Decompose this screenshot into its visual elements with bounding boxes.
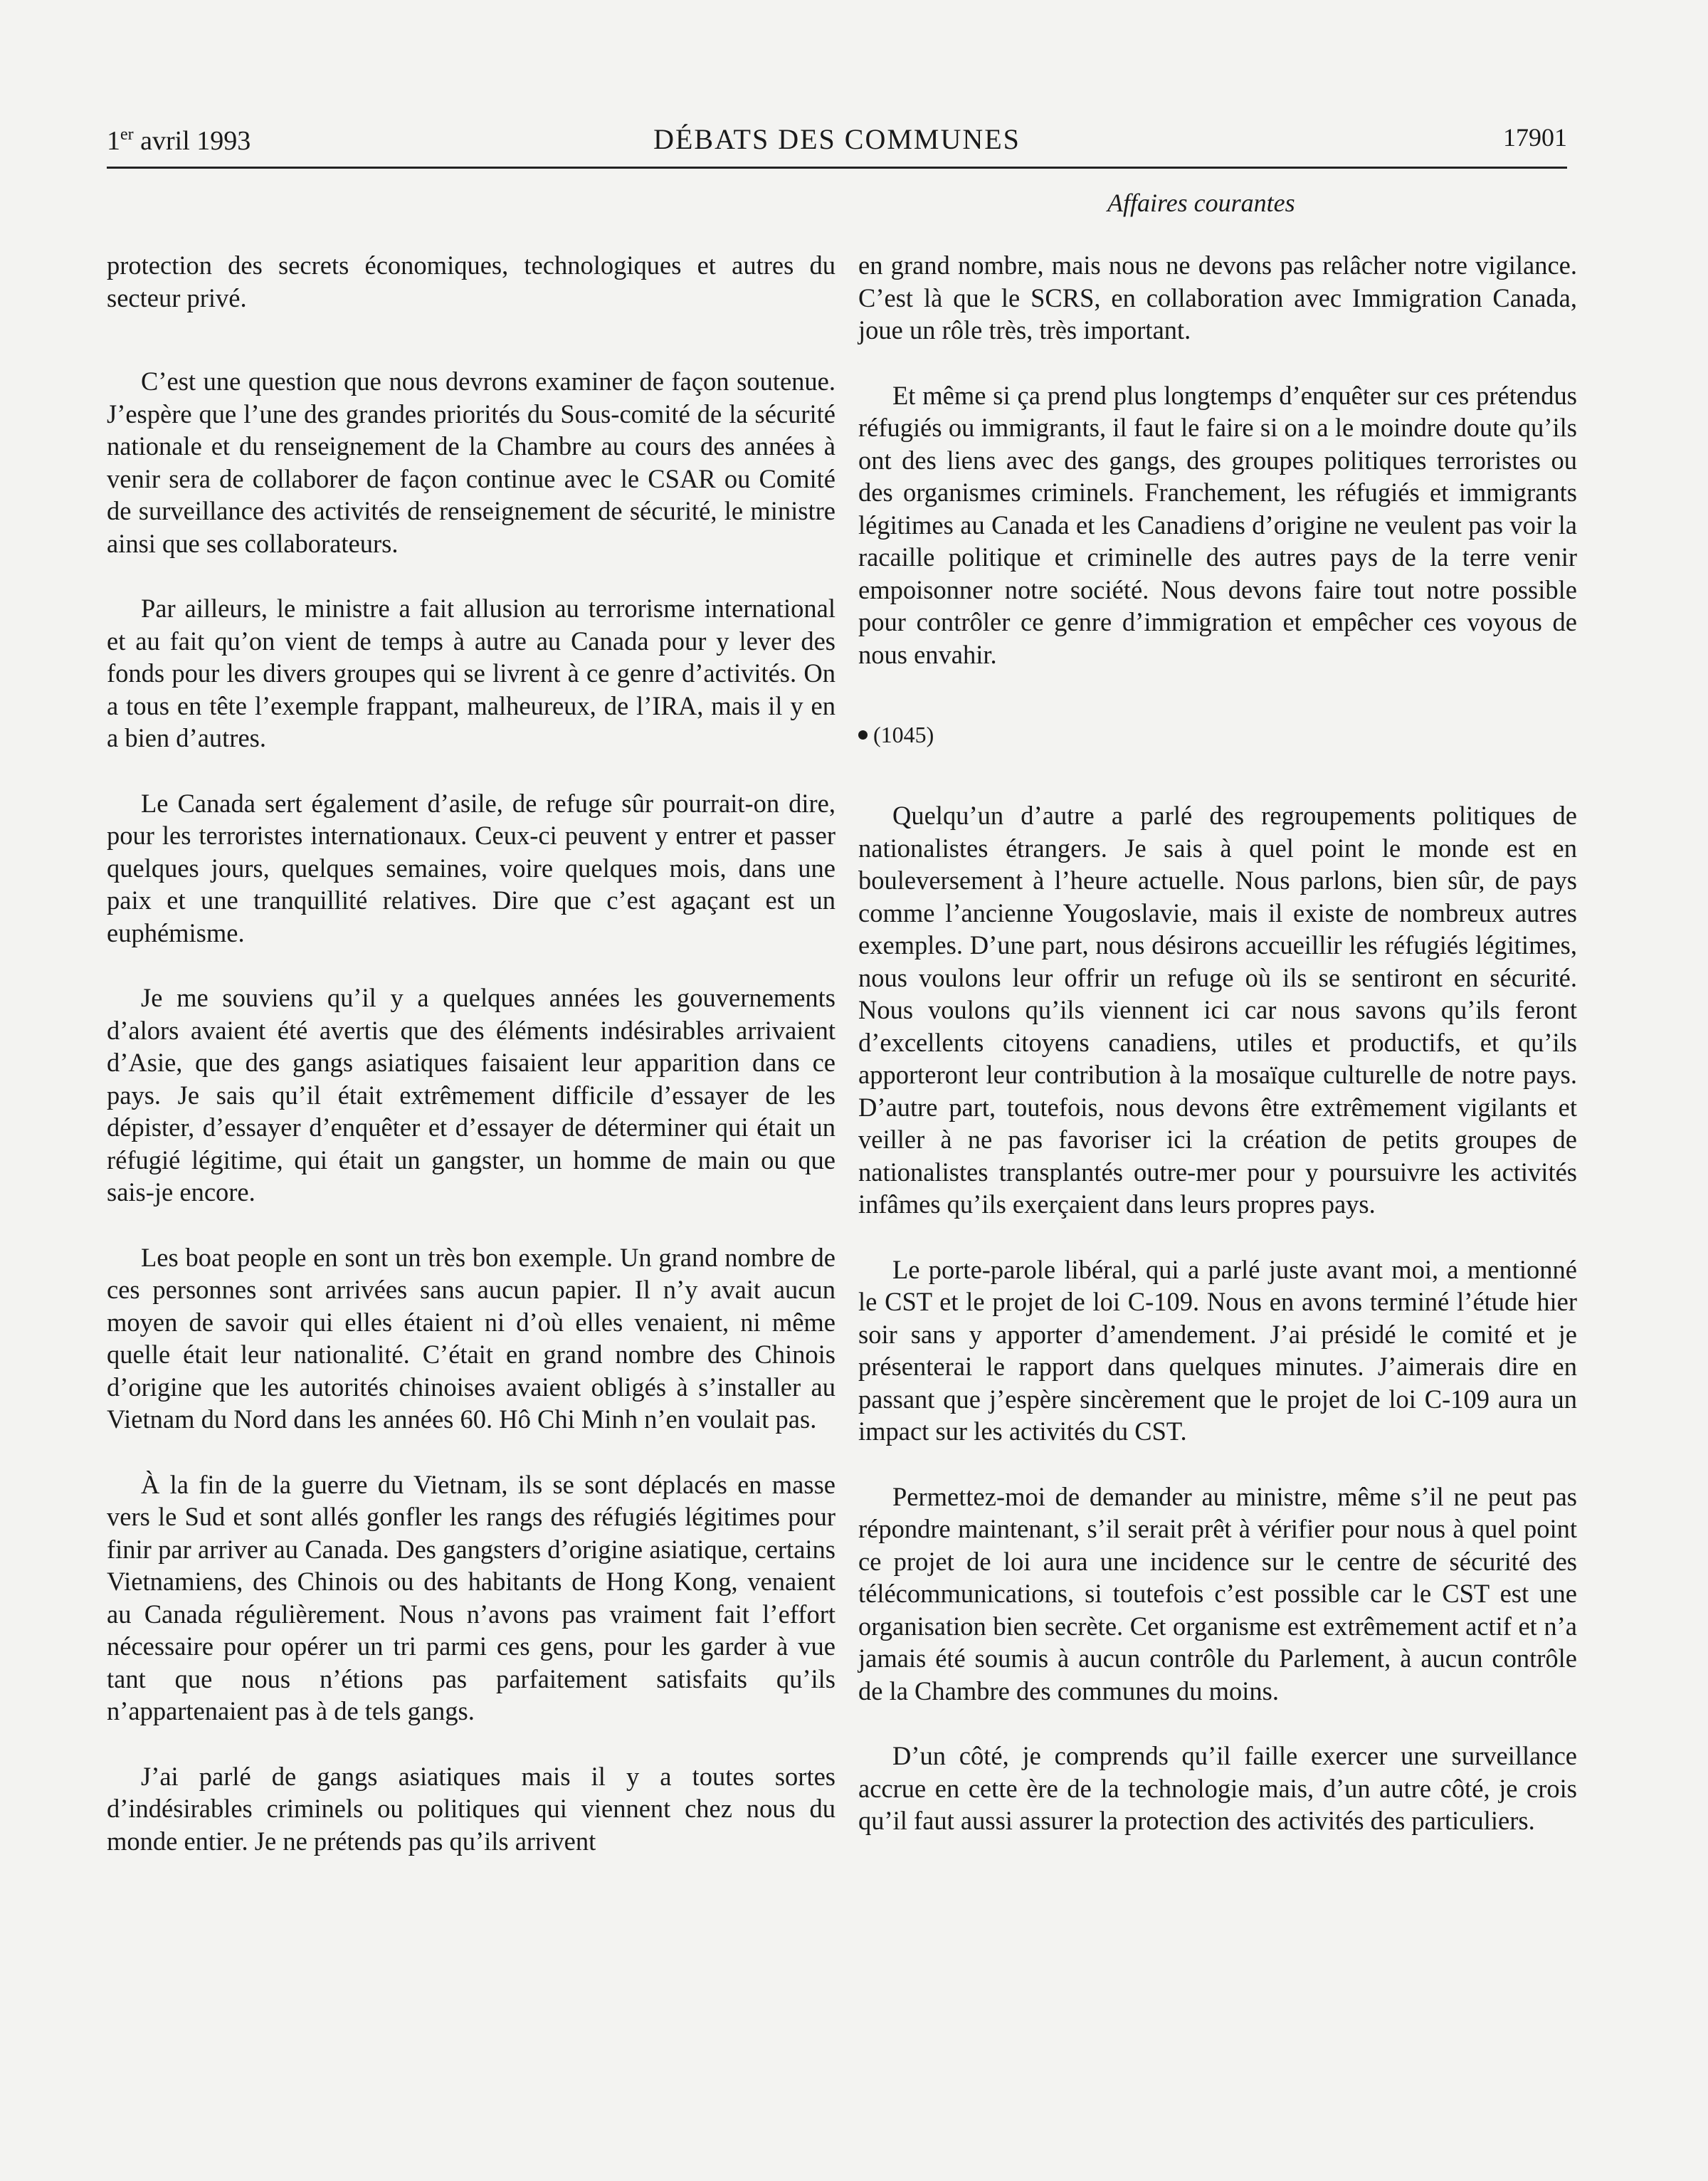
paragraph — [858, 799, 1577, 1221]
paragraph-text: Je me souviens qu’il y a quelques années les gouvernements d’alors avaient été avertis que des éléments indésirables arrivaient d’Asie, que des gangs asiatiques faisaient leur apparition dans ce pays. Je sais qu’il était extrêmement difficile d’essayer de les dépister, d’essayer d’enquêter et d’essayer de déterminer qui était un réfugié légitime, qui était un gangster, un homme de main ou que sais-je encore. — [107, 983, 835, 1207]
paragraph-text: C’est une question que nous devrons examiner de façon soutenue. J’espère que l’une des grandes priorités du Sous-comité de la sécurité nationale et du renseignement de la Chambre au cours des années à venir sera de collaborer de façon continue avec le CSAR ou Comité de surveillance des activités de renseignement de sécurité, le ministre ainsi que ses collaborateurs. — [107, 367, 835, 558]
right-column — [858, 249, 1577, 1837]
paragraph — [107, 1760, 835, 1858]
paragraph-text: protection des secrets économiques, technologiques et autres du secteur privé. — [107, 251, 835, 312]
paragraph — [858, 249, 1577, 347]
paragraph — [858, 1254, 1577, 1448]
paragraph — [107, 365, 835, 559]
paragraph — [107, 592, 835, 755]
paragraph-text: D’un côté, je comprends qu’il faille exercer une surveillance accrue en cette ère de la technologie mais, d’un autre côté, je crois qu’il faut aussi assurer la protection des activités des particuliers. — [858, 1741, 1577, 1835]
paragraph-text: Par ailleurs, le ministre a fait allusion au terrorisme international et au fait qu’on vient de temps à autre au Canada pour y lever des fonds pour les divers groupes qui se livrent à ce genre d’activités. On a tous en tête l’exemple frappant, malheureux, de l’IRA, mais il y en a bien d’autres. — [107, 594, 835, 752]
page-header — [107, 120, 1567, 169]
header-date-day: 1 — [107, 126, 120, 156]
paragraph-text: À la fin de la guerre du Vietnam, ils se sont déplacés en masse vers le Sud et sont allés gonfler les rangs des réfugiés légitimes pour finir par arriver au Canada. Des gangsters d’origine asiatique, certains Vietnamiens, des Chinois ou des habitants de Hong Kong, venaient au Canada régulièrement. Nous n’avons pas vraiment fait l’effort nécessaire pour opérer un tri parmi ces gens, pour les garder à vue tant que nous n’étions pas parfaitement satisfaits qu’ils n’appartenaient pas à de tels gangs. — [107, 1469, 835, 1725]
paragraph-text: Le Canada sert également d’asile, de refuge sûr pourrait-on dire, pour les terroristes internationaux. Ceux-ci peuvent y entrer et passer quelques jours, quelques semaines, voire quelques mois, dans une paix et une tranquillité relatives. Dire que c’est agaçant est un euphémisme. — [107, 788, 835, 947]
paragraph-text: Quelqu’un d’autre a parlé des regroupements politiques de nationalistes étrangers. Je sais à quel point le monde est en bouleversement à l’heure actuelle. Nous parlons, bien sûr, de pays comme l’ancienne Yougoslavie, mais il existe de nombreux autres exemples. D’une part, nous désirons accueillir les réfugiés légitimes, nous voulons leur offrir un refuge où ils se sentiront en sécurité. Nous voulons qu’ils viennent ici car nous savons qu’ils feront d’excellents citoyens canadiens, utiles et productifs, et qu’ils apporteront leur contribution à la mosaïque culturelle de notre pays. D’autre part, toutefois, nous devons être extrêmement vigilants et veiller à ne pas favoriser ici la création de petits groupes de nationalistes transplantés outre-mer pour y poursuivre les activités infâmes qu’ils exerçaient dans leurs propres pays. — [858, 801, 1577, 1219]
paragraph — [858, 1481, 1577, 1708]
left-column — [107, 249, 835, 1857]
paragraph — [858, 1740, 1577, 1837]
paragraph — [107, 1468, 835, 1728]
paragraph — [107, 982, 835, 1209]
timestamp-text: (1045) — [873, 722, 934, 747]
paragraph-text: Et même si ça prend plus longtemps d’enquêter sur ces prétendus réfugiés ou immigrants, il faut le faire si on a le moindre doute qu’ils ont des liens avec des gangs, des groupes politiques terroristes ou des organismes criminels. Franchement, les réfugiés et immigrants légitimes au Canada et les Canadiens d’origine ne veulent pas voir la racaille politique et criminelle des autres pays de la terre venir empoisonner notre société. Nous devons faire tout notre possible pour contrôler ce genre d’immigration et empêcher ces voyous de nous envahir. — [858, 380, 1577, 669]
paragraph-text: J’ai parlé de gangs asiatiques mais il y a toutes sortes d’indésirables criminels ou politiques qui viennent chez nous du monde entier. Je ne prétends pas qu’ils arrivent — [107, 1761, 835, 1856]
timestamp — [858, 722, 1577, 748]
paragraph-text: Permettez-moi de demander au ministre, même s’il ne peut pas répondre maintenant, s’il serait prêt à vérifier pour nous à quel point ce projet de loi aura une incidence sur le centre de sécurité des télécommunications, si toutefois c’est possible car le CST est une organisation bien secrète. Cet organisme est extrêmement actif et n’a jamais été soumis à aucun contrôle du Parlement, à aucun contrôle de la Chambre des communes du moins. — [858, 1481, 1577, 1706]
paragraph-text: Les boat people en sont un très bon exemple. Un grand nombre de ces personnes sont arrivées sans aucun papier. Il n’y avait aucun moyen de savoir qui elles étaient ni d’où elles venaient, ni même quelle était leur nationalité. C’était en grand nombre des Chinois d’origine que les autorités chinoises avaient obligés à s’installer au Vietnam du Nord dans les années 60. Hô Chi Minh n’en voulait pas. — [107, 1242, 835, 1434]
paragraph — [107, 787, 835, 950]
paragraph — [107, 1241, 835, 1436]
header-date-rest: avril 1993 — [133, 126, 251, 156]
bullet-icon — [858, 730, 868, 740]
paragraph — [858, 379, 1577, 671]
header-date-superscript: er — [120, 125, 134, 144]
section-heading: Affaires courantes — [1107, 189, 1295, 217]
paragraph — [107, 249, 835, 314]
header-title: DÉBATS DES COMMUNES — [653, 123, 1021, 155]
paragraph-text: Le porte-parole libéral, qui a parlé juste avant moi, a mentionné le CST et le projet de loi C-109. Nous en avons terminé l’étude hier soir sans y apporter d’amendement. J’ai présidé le comité et je présenterai le rapport dans quelques minutes. J’aimerais dire en passant que j’espère sincèrement que le projet de loi C-109 aura un impact sur les activités du CST. — [858, 1254, 1577, 1446]
header-page-number: 17901 — [1503, 123, 1567, 152]
paragraph-text: en grand nombre, mais nous ne devons pas relâcher notre vigilance. C’est là que le SCRS, en collaboration avec Immigration Canada, joue un rôle très, très important. — [858, 251, 1577, 345]
